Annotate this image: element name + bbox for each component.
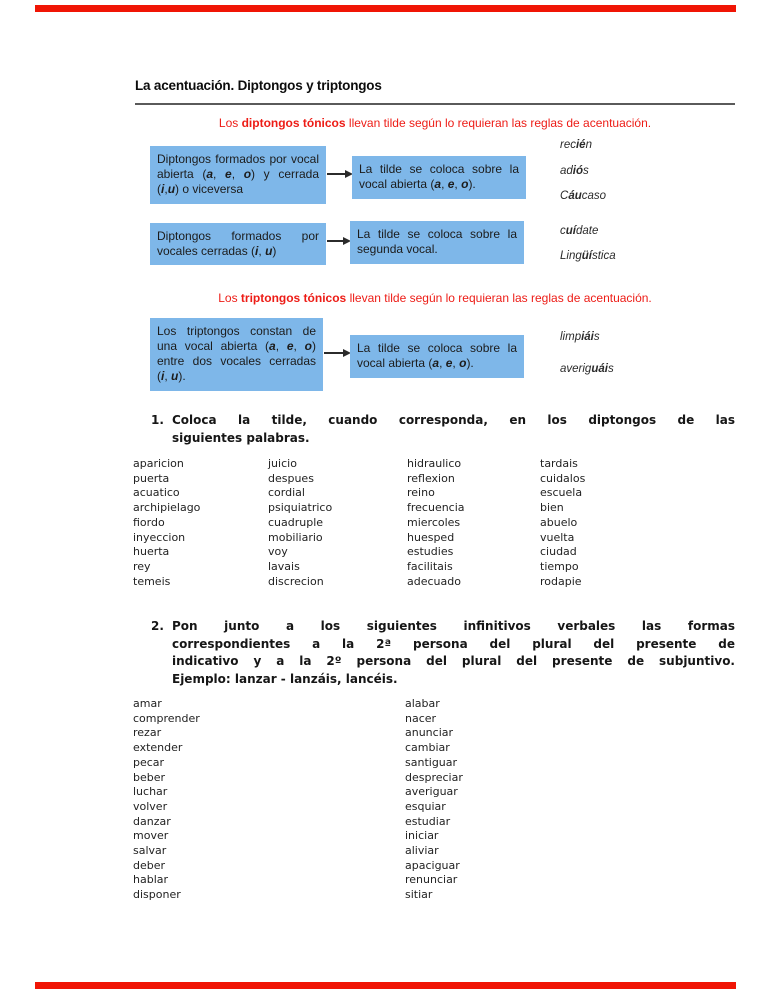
list-item: rey — [133, 559, 151, 573]
example-word: adiós — [560, 165, 589, 177]
arrow-icon — [324, 352, 344, 354]
word-list-column-2 — [268, 457, 332, 589]
list-item: esquiar — [405, 799, 446, 813]
list-item: aparicion — [133, 457, 184, 470]
arrow-icon — [327, 240, 344, 242]
list-item: abuelo — [540, 515, 578, 529]
list-item: lavais — [268, 559, 300, 573]
exercise-1-number: 1. — [151, 413, 164, 427]
list-item: puerta — [133, 471, 170, 485]
verb-list-column-2 — [405, 697, 463, 903]
exercise-1-heading — [151, 412, 735, 447]
example-word: Cáucaso — [560, 190, 607, 202]
list-item: psiquiatrico — [268, 501, 333, 515]
list-item: nacer — [405, 711, 437, 725]
list-item: rodapie — [540, 574, 582, 588]
top-red-rule — [35, 5, 736, 12]
diptongos-closed-vowels-box: Diptongos formados por vocales cerradas (i, u) — [150, 223, 326, 265]
tilde-second-vowel-box: La tilde se coloca sobre la segunda vocal. — [350, 221, 524, 264]
list-item: voy — [268, 545, 288, 559]
tilde-open-vowel-box: La tilde se coloca sobre la vocal abierta (a, e, o). — [352, 156, 526, 199]
example-word: limpiáis — [560, 331, 600, 343]
list-item: rezar — [133, 726, 162, 740]
list-item: despues — [268, 471, 314, 485]
exercise-2-heading — [151, 618, 735, 688]
list-item: apaciguar — [405, 858, 460, 872]
list-item: cambiar — [405, 741, 450, 755]
list-item: aliviar — [405, 844, 439, 858]
list-item: mover — [133, 829, 169, 843]
list-item: escuela — [540, 486, 583, 500]
list-item: sitiar — [405, 888, 433, 902]
list-item: hablar — [133, 873, 169, 887]
list-item: alabar — [405, 697, 440, 710]
example-word: recién — [560, 139, 592, 151]
bottom-red-rule — [35, 982, 736, 989]
list-item: juicio — [268, 457, 297, 470]
list-item: bien — [540, 501, 564, 515]
list-item: cuidalos — [540, 471, 586, 485]
list-item: volver — [133, 799, 168, 813]
list-item: cordial — [268, 486, 305, 500]
list-item: comprender — [133, 711, 200, 725]
tilde-open-vowel-box-2: La tilde se coloca sobre la vocal abierta (a, e, o). — [350, 335, 524, 378]
list-item: beber — [133, 770, 166, 784]
triptongos-definition-box: Los triptongos constan de una vocal abierta (a, e, o) entre dos vocales cerradas (i, u). — [150, 318, 323, 391]
list-item: tiempo — [540, 559, 579, 573]
list-item: estudiar — [405, 814, 451, 828]
list-item: reflexion — [407, 471, 455, 485]
list-item: cuadruple — [268, 515, 324, 529]
list-item: reino — [407, 486, 435, 500]
list-item: discrecion — [268, 574, 324, 588]
word-list-column-3 — [407, 457, 465, 589]
list-item: acuatico — [133, 486, 180, 500]
example-word: averiguáis — [560, 363, 614, 375]
word-list-column-1 — [133, 457, 200, 589]
list-item: extender — [133, 741, 183, 755]
list-item: facilitais — [407, 559, 453, 573]
list-item: pecar — [133, 755, 165, 769]
example-word: Lingüística — [560, 250, 616, 262]
word-list-column-4 — [540, 457, 585, 589]
list-item: hidraulico — [407, 457, 462, 470]
list-item: vuelta — [540, 530, 575, 544]
list-item: tardais — [540, 457, 578, 470]
list-item: fiordo — [133, 515, 165, 529]
list-item: anunciar — [405, 726, 454, 740]
list-item: archipielago — [133, 501, 201, 515]
list-item: santiguar — [405, 755, 458, 769]
list-item: luchar — [133, 785, 168, 799]
arrow-icon — [327, 173, 346, 175]
list-item: salvar — [133, 844, 167, 858]
diptongos-statement: Los diptongos tónicos llevan tilde según lo requieran las reglas de acentuación. — [218, 116, 652, 130]
list-item: despreciar — [405, 770, 463, 784]
example-word: cuídate — [560, 225, 599, 237]
triptongos-statement: Los triptongos tónicos llevan tilde según lo requieran las reglas de acentuación. — [218, 291, 652, 305]
list-item: inyeccion — [133, 530, 186, 544]
list-item: amar — [133, 697, 162, 710]
list-item: frecuencia — [407, 501, 465, 515]
list-item: adecuado — [407, 574, 461, 588]
exercise-1-text: Coloca la tilde, cuando corresponda, en los diptongos de las siguientes palabras. — [172, 413, 735, 445]
list-item: disponer — [133, 888, 181, 902]
list-item: estudies — [407, 545, 454, 559]
list-item: huesped — [407, 530, 455, 544]
exercise-2-number: 2. — [151, 619, 164, 633]
list-item: iniciar — [405, 829, 439, 843]
list-item: temeis — [133, 574, 171, 588]
list-item: ciudad — [540, 545, 577, 559]
list-item: huerta — [133, 545, 170, 559]
list-item: danzar — [133, 814, 171, 828]
list-item: averiguar — [405, 785, 458, 799]
verb-list-column-1 — [133, 697, 200, 903]
list-item: mobiliario — [268, 530, 323, 544]
title-divider — [135, 103, 735, 105]
exercise-2-text: Pon junto a los siguientes infinitivos verbales las formas correspondientes a la 2ª persona del plural del presente de indicativo y a la 2º persona del plural del presente de subjuntivo. Ejemplo: lanzar - lanzáis, lancéis. — [172, 619, 735, 686]
page-title: La acentuación. Diptongos y triptongos — [135, 78, 382, 93]
diptongos-open-closed-vowel-box: Diptongos formados por vocal abierta (a, e, o) y cerrada (i,u) o viceversa — [150, 146, 326, 204]
list-item: miercoles — [407, 515, 461, 529]
list-item: deber — [133, 858, 166, 872]
list-item: renunciar — [405, 873, 458, 887]
